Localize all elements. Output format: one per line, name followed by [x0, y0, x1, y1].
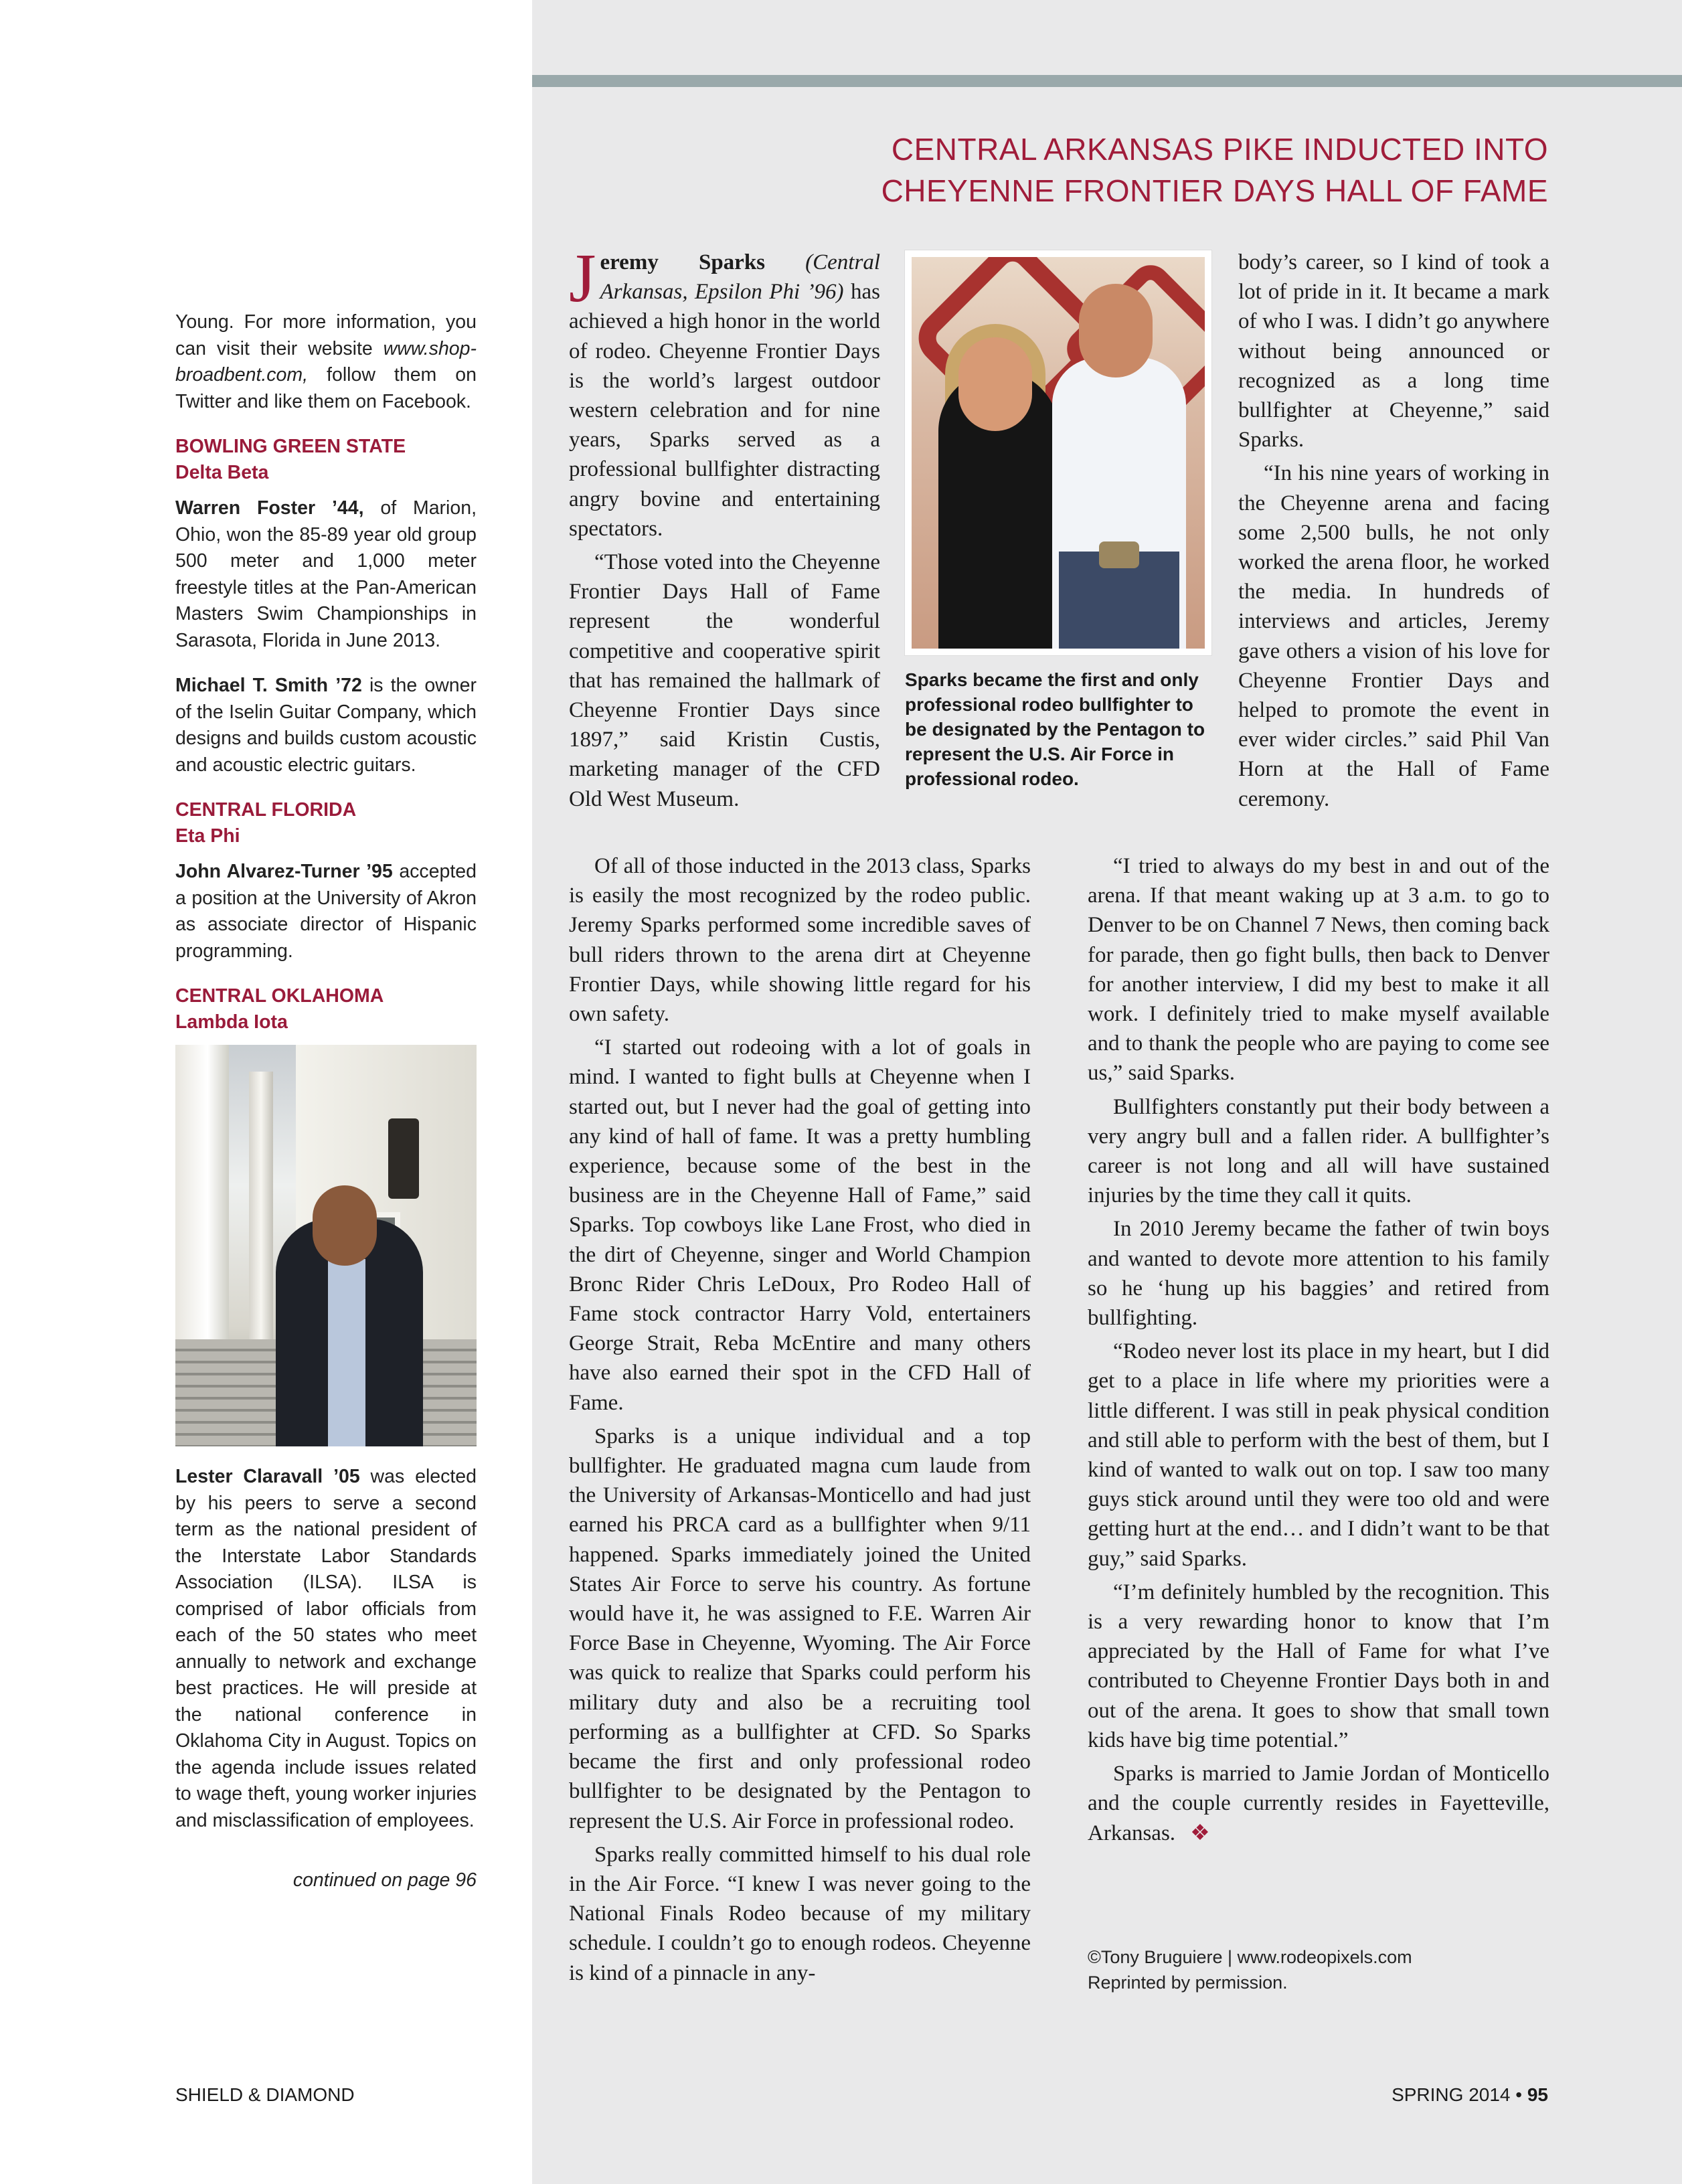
news-text: was elected by his peers to serve a second term as the national president of the Interstate Labor Standards Association (ILSA). ILSA is comprised of labor officials from each of the 50 states who meet annually to network and exchange best practices. He will preside at the national conference in Oklahoma City in August. Topics on the agenda include issues related to wage theft, young worker injuries and misclassification of employees. — [175, 1466, 477, 1831]
chapter-news-sidebar — [175, 309, 477, 1894]
member-name: Michael T. Smith ’72 — [175, 675, 362, 696]
article-paragraph: Sparks is a unique individual and a top bullfighter. He graduated magna cum laude from the University of Arkansas-Monticello and had just earned his PRCA card as a bullfighter when 9/11 happened. Sparks immediately joined the United States Air Force to serve his country. As fortune would have it, he was assigned to F.E. Warren Air Force Base in Cheyenne, Wyoming. The Air Force was quick to realize that Sparks could perform his military duty and also be a recruiting tool performing as a bullfighter at CFD. So Sparks became the first and only professional rodeo bullfighter to be designated by the Pentagon to represent the U.S. Air Force in professional rodeo. — [569, 1424, 1031, 1833]
sidebar-intro — [175, 309, 477, 415]
news-text: of Marion, Ohio, won the 85-89 year old group 500 meter and 1,000 meter freestyle titles at the Pan-American Masters Swim Championships in Sarasota, Florida in June 2013. — [175, 497, 477, 651]
article-column-2-top — [1238, 248, 1549, 818]
continued-link[interactable]: continued on page 96 — [292, 1869, 477, 1891]
member-name: John Alvarez-Turner ’95 — [175, 861, 393, 882]
news-item-michael-smith — [175, 673, 477, 778]
news-item-john-alvarez-turner — [175, 859, 477, 964]
headline-line-2: CHEYENNE FRONTIER DAYS HALL OF FAME — [881, 173, 1548, 208]
closing-text: Sparks is married to Jamie Jordan of Monticello and the couple currently resides in Fayetteville, Arkansas. — [1088, 1762, 1549, 1845]
school-name: CENTRAL FLORIDA — [175, 799, 357, 821]
lead-paragraph — [569, 240, 880, 543]
article-paragraph: “I started out rodeoing with a lot of goals in mind. I wanted to fight bulls at Cheyenne when I started out, but I never had the goal of getting into any kind of hall of fame. It was a pretty humbling experience, because some of the best in the business are in the Cheyenne Hall of Fame,” said Sparks. Top cowboys like Lane Frost, who died in the dirt of Cheyenne, singer and World Champion Bronc Rider Chris LeDoux, Pro Rodeo Hall of Fame stock contractor Harry Vold, entertainers George Strait, Reba McEntire and many others have also earned their spot in the CFD Hall of Fame. — [569, 1035, 1031, 1415]
closing-paragraph — [1088, 1759, 1549, 1848]
article-paragraph: Bullfighters constantly put their body between a very angry bull and a fallen rider. A bullfighter’s career is not long and all will have sustained injuries by the time they call it quits. — [1088, 1094, 1549, 1208]
article-headline — [611, 129, 1548, 212]
footer-issue — [1392, 2083, 1548, 2107]
intro-end-text: follow them on Twitter and like them on Facebook. — [175, 364, 477, 412]
news-text: accepted a position at the University of Akron as associate director of Hispanic programming. — [175, 861, 477, 962]
header-rule — [532, 75, 1682, 87]
member-name: Warren Foster ’44, — [175, 497, 364, 519]
lead-text: has achieved a high honor in the world of rodeo. Cheyenne Frontier Days is the world’s largest outdoor western celebration and for nine years, Sparks served as a professional bullfighter distracting angry bovine and entertaining spectators. — [569, 280, 880, 541]
article-paragraph-continued: body’s career, so I kind of took a lot of pride in it. It became a mark of who I was. I didn’t go anywhere without being announced or recognized as a long time bullfighter at Cheyenne,” said Sparks. — [1238, 250, 1549, 452]
article-photo-sparks — [905, 250, 1211, 655]
school-name: BOWLING GREEN STATE — [175, 436, 406, 457]
school-name: CENTRAL OKLAHOMA — [175, 985, 384, 1007]
lead-affiliation: (Central Arkansas, Epsilon Phi ’96) — [600, 250, 880, 305]
article-paragraph: Of all of those inducted in the 2013 class, Sparks is easily the most recognized by the rodeo public. Jeremy Sparks performed some incredible saves of bull riders thrown to the arena dirt at Cheyenne Frontier Days, while showing little regard for his own safety. — [569, 854, 1031, 1027]
news-item-lester-claravall — [175, 1464, 477, 1834]
article-column-2-bottom — [1088, 851, 1549, 1852]
page-number: 95 — [1527, 2084, 1548, 2105]
article-paragraph: In 2010 Jeremy became the father of twin boys and wanted to devote more attention to his family so he ‘hung up his baggies’ and retired from bullfighting. — [1088, 1217, 1549, 1331]
section-heading-central-oklahoma — [175, 983, 477, 1035]
photo-caption: Sparks became the first and only professional rodeo bullfighter to be designated by the Pentagon to represent the U.S. Air Force in professional rodeo. — [905, 669, 1205, 789]
footer-publication: SHIELD & DIAMOND — [175, 2084, 355, 2105]
credit-line-2: Reprinted by permission. — [1088, 1972, 1288, 1993]
news-item-warren-foster — [175, 495, 477, 654]
credit-line-1: ©Tony Bruguiere | www.rodeopixels.com — [1088, 1947, 1412, 1967]
lead-name: eremy Sparks — [600, 250, 766, 274]
issue-label: SPRING 2014 • — [1392, 2084, 1527, 2105]
photo-credit — [1088, 1944, 1549, 1995]
chapter-name: Eta Phi — [175, 825, 240, 847]
article-paragraph: “Rodeo never lost its place in my heart, but I did get to a place in life where my priorities were a little different. I was still in peak physical condition and still able to perform with the best of them, but I kind of wanted to walk out on top. I saw too many guys stick around until they were too old and were getting hurt at the end… and I didn’t want to be that guy,” said Sparks. — [1088, 1339, 1549, 1571]
intro-text: Young. For more information, you can visit their website — [175, 311, 477, 359]
article-paragraph: “I’m definitely humbled by the recognition. This is a very rewarding honor to know that I’m appreciated by the Hall of Fame for what I’ve contributed to Cheyenne Frontier Days both in and out of the arena. It goes to show that small town kids have big time potential.” — [1088, 1580, 1549, 1752]
news-text: is the owner of the Iselin Guitar Company, which designs and builds custom acoustic and acoustic electric guitars. — [175, 675, 477, 776]
article-column-1-bottom — [569, 851, 1031, 1992]
chapter-name: Delta Beta — [175, 462, 269, 483]
article-paragraph: Sparks really committed himself to his dual role in the Air Force. “I knew I was never going to the National Finals Rodeo because of my military schedule. I couldn’t go to enough rodeos. Cheyenne is kind of a pinnacle in any- — [569, 1842, 1031, 1985]
end-mark-icon: ❖ — [1190, 1821, 1210, 1845]
photo-lester-claravall — [175, 1045, 477, 1446]
section-heading-central-florida — [175, 797, 477, 849]
article-paragraph: “I tried to always do my best in and out of the arena. If that meant waking up at 3 a.m. to go to Denver to be on Channel 7 News, then coming back for parade, then go fight bulls, then back to Denver for another interview, I did my best to make it all work. I definitely tried to make myself available and to thank the people who are paying to come see us,” said Sparks. — [1088, 854, 1549, 1086]
article-paragraph: “In his nine years of working in the Cheyenne arena and facing some 2,500 bulls, he not only worked the arena floor, he worked the media. In hundreds of interviews and articles, Jeremy gave others a vision of his love for Cheyenne Frontier Days and helped to promote the event in ever wider circles.” said Phil Van Horn at the Hall of Fame ceremony. — [1238, 461, 1549, 811]
drop-cap: J — [569, 240, 596, 317]
headline-line-1: CENTRAL ARKANSAS PIKE INDUCTED INTO — [891, 132, 1548, 167]
section-heading-bowling-green — [175, 434, 477, 486]
website-link[interactable]: www.shop-broadbent.com, — [175, 337, 477, 386]
article-column-1-top — [569, 240, 880, 818]
article-paragraph: “Those voted into the Cheyenne Frontier Days Hall of Fame represent the wonderful competitive and cooperative spirit that has remained the hallmark of Cheyenne Frontier Days since 1897,” said Kristin Custis, marketing manager of the CFD Old West Museum. — [569, 550, 880, 811]
member-name: Lester Claravall ’05 — [175, 1466, 360, 1487]
chapter-name: Lambda Iota — [175, 1011, 288, 1033]
